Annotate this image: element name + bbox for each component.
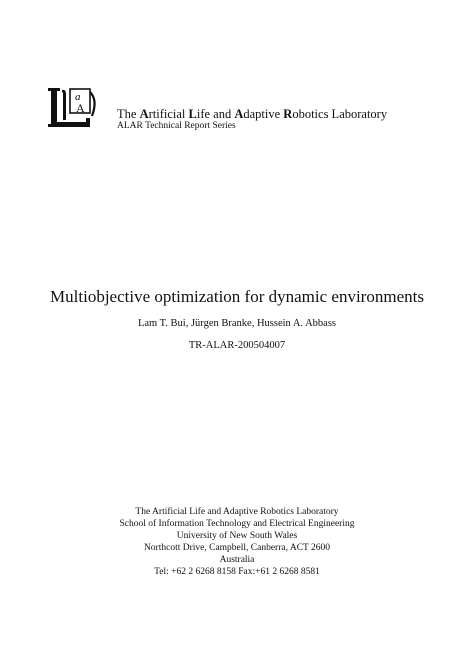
address-line: Tel: +62 2 6268 8158 Fax:+61 2 6268 8581 bbox=[154, 567, 320, 577]
report-title: Multiobjective optimization for dynamic environments bbox=[50, 287, 424, 306]
lab-name-initial: A bbox=[139, 107, 149, 121]
address-line: University of New South Wales bbox=[176, 531, 298, 541]
lab-name-part: The bbox=[117, 107, 140, 121]
report-authors: Lam T. Bui, Jürgen Branke, Hussein A. Abbass bbox=[137, 318, 337, 329]
lab-name-part: obotics Laboratory bbox=[292, 107, 388, 121]
alar-logo bbox=[46, 86, 102, 130]
lab-header bbox=[117, 107, 387, 132]
lab-address bbox=[0, 506, 474, 578]
alar-logo-graphic bbox=[46, 86, 102, 130]
lab-name-initial: L bbox=[188, 107, 197, 121]
lab-name-part: daptive bbox=[243, 107, 284, 121]
report-series: ALAR Technical Report Series bbox=[117, 121, 236, 132]
address-line: Northcott Drive, Campbell, Canberra, ACT 2600 bbox=[143, 543, 331, 553]
svg-text:A: A bbox=[76, 101, 85, 115]
lab-name-initial: A bbox=[234, 107, 244, 121]
address-line: School of Information Technology and Electrical Engineering bbox=[119, 519, 355, 529]
lab-name-part: ife and bbox=[196, 107, 235, 121]
lab-name-initial: R bbox=[283, 107, 293, 121]
address-line: The Artificial Life and Adaptive Robotics Laboratory bbox=[135, 507, 339, 517]
report-number: TR-ALAR-200504007 bbox=[188, 340, 286, 351]
svg-text:a: a bbox=[75, 91, 81, 103]
lab-name bbox=[117, 107, 387, 121]
address-line: Australia bbox=[219, 555, 255, 565]
lab-name-part: rtificial bbox=[148, 107, 189, 121]
